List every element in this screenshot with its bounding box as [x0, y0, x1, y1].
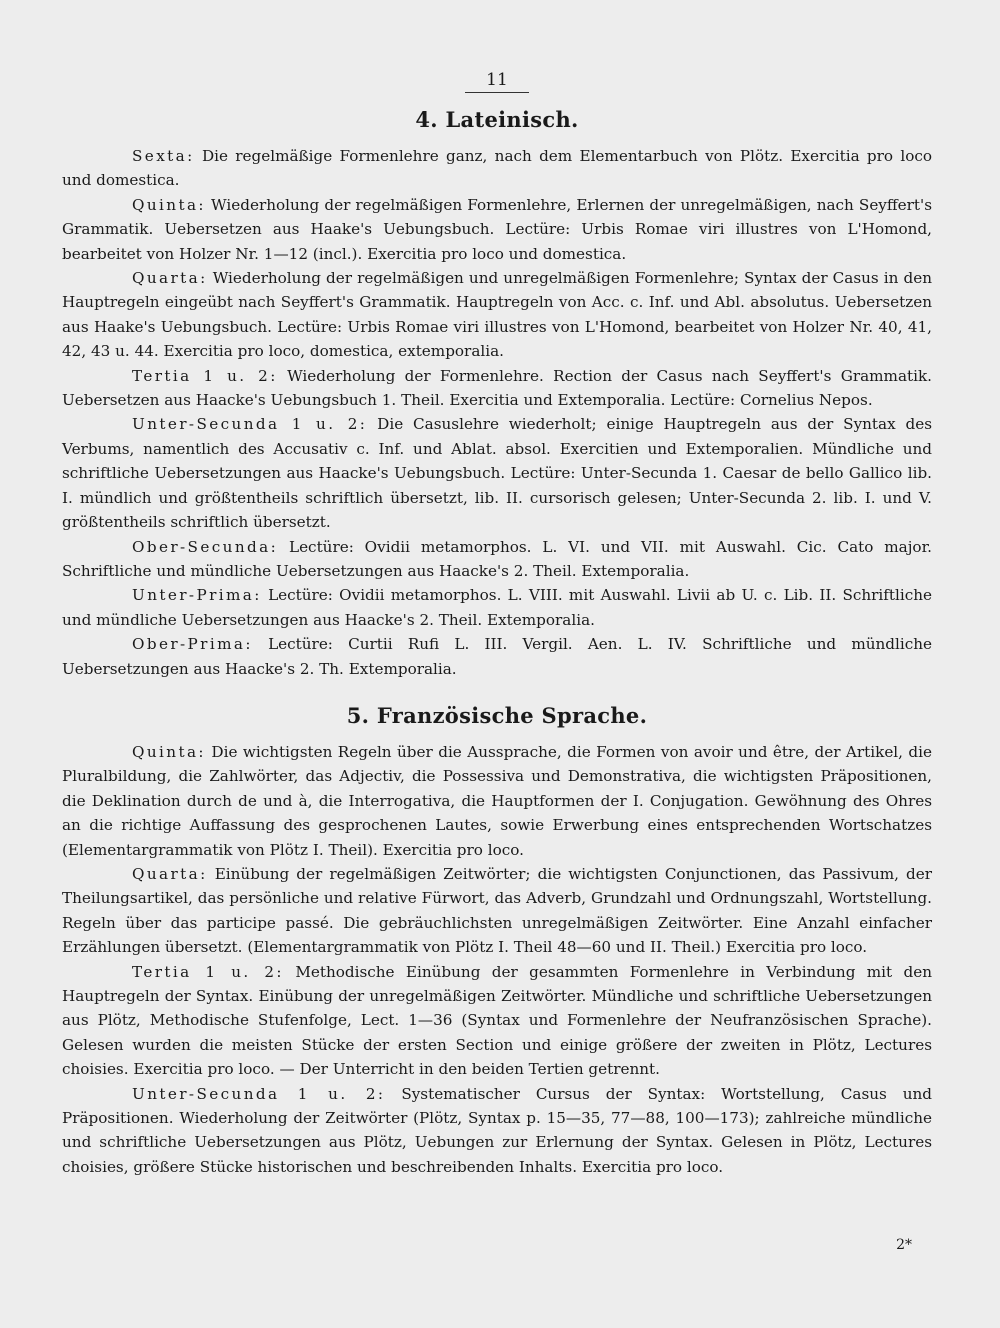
paragraph-text: Einübung der regelmäßigen Zeitwörter; die wichtigsten Conjunctionen, das Passivum, der Theilungsartikel, das persönliche und relative Fürwort, das Adverb, Grundzahl und Ordnungszahl, Wortstellung. Regeln über das participe passé. Die gebräuchlichsten unregelmäßigen Zeitwörter. Eine Anzahl einfacher Erzählungen übersetzt. (Elementargrammatik von Plötz I. Theil 48—60 und II. Theil.) Exercitia pro loco. [62, 864, 933, 957]
class-label: Quarta: [132, 269, 208, 288]
paragraph-text: Die regelmäßige Formenlehre ganz, nach dem Elementarbuch von Plötz. Exercitia pro loco und domestica. [62, 147, 932, 190]
section-heading-french: 5. Französische Sprache. [346, 702, 648, 728]
class-label: Unter-Secunda 1 u. 2: [132, 1084, 386, 1103]
section-heading-latin: 4. Lateinisch. [415, 107, 579, 132]
paragraph-text: Wiederholung der Formenlehre. Rection der Casus nach Seyffert's Grammatik. Uebersetzen aus Haacke's Uebungsbuch 1. Theil. Exercitia und Extemporalia. Lectüre: Cornelius Nepos. [62, 366, 932, 410]
page-number-rule [465, 92, 529, 93]
paragraph-french-quarta [62, 862, 932, 960]
class-label: Sexta: [132, 147, 195, 165]
class-label: Ober-Secunda: [132, 537, 279, 556]
paragraph-text: Die Casuslehre wiederholt; einige Hauptregeln aus der Syntax des Verbums, namentlich des Accusativ c. Inf. und Ablat. absol. Exercitien und Extemporalien. Mündliche und schriftliche Uebersetzungen aus Haacke's Uebungsbuch. Lectüre: Unter-Secunda 1. Caesar de bello Gallico lib. I. mündlich und größtentheils schriftlich übersetzt, lib. II. cursorisch gelesen; Unter-Secunda 2. lib. I. und V. größtentheils schriftlich übersetzt. [62, 415, 933, 532]
paragraph-latin-unter-prima [62, 583, 932, 632]
paragraph-latin-quinta [62, 193, 932, 266]
class-label: Quarta: [132, 864, 208, 883]
paragraph-french-tertia [62, 960, 932, 1082]
paragraph-latin-quarta [62, 266, 932, 364]
paragraph-latin-ober-prima [62, 632, 932, 681]
page-number: 11 [486, 70, 508, 90]
class-label: Unter-Secunda 1 u. 2: [132, 415, 368, 434]
section-latin [62, 107, 932, 681]
paragraph-text: Lectüre: Curtii Rufi L. III. Vergil. Aen. L. IV. Schriftliche und mündliche Uebersetzungen aus Haacke's 2. Th. Extemporalia. [62, 635, 933, 678]
paragraph-text: Lectüre: Ovidii metamorphos. L. VIII. mit Auswahl. Livii ab U. c. Lib. II. Schriftliche und mündliche Uebersetzungen aus Haacke's 2. Theil. Extemporalia. [62, 586, 932, 629]
paragraph-french-quinta [62, 740, 932, 862]
paragraph-text: Systematischer Cursus der Syntax: Wortstellung, Casus und Präpositionen. Wiederholung der Zeitwörter (Plötz, Syntax p. 15—35, 77—88, 100—173); zahlreiche mündliche und schriftliche Uebersetzungen aus Plötz, Uebungen zur Erlernung der Syntax. Gelesen in Plötz, Lectures choisies, größere Stücke historischen und beschreibenden Inhalts. Exercitia pro loco. [62, 1084, 932, 1176]
class-label: Tertia 1 u. 2: [132, 366, 278, 385]
class-label: Tertia 1 u. 2: [132, 962, 284, 981]
paragraph-latin-tertia [62, 364, 932, 413]
section-french [62, 703, 932, 1179]
paragraph-text: Wiederholung der regelmäßigen und unregelmäßigen Formenlehre; Syntax der Casus in den Hauptregeln eingeübt nach Seyffert's Grammatik. Hauptregeln von Acc. c. Inf. und Abl. absolutus. Uebersetzen aus Haake's Uebungsbuch. Lectüre: Urbis Romae viri illustres von L'Homond, bearbeitet von Holzer Nr. 40, 41, 42, 43 u. 44. Exercitia pro loco, domestica, extemporalia. [62, 269, 933, 361]
class-label: Ober-Prima: [132, 635, 253, 654]
paragraph-text: Lectüre: Ovidii metamorphos. L. VI. und VII. mit Auswahl. Cic. Cato major. Schriftliche und mündliche Uebersetzungen aus Haacke's 2. Theil. Extemporalia. [62, 537, 932, 580]
class-label: Unter-Prima: [132, 586, 262, 605]
paragraph-text: Die wichtigsten Regeln über die Aussprache, die Formen von avoir und être, der Artikel, die Pluralbildung, die Zahlwörter, das Adjectiv, die Possessiva und Demonstrativa, die wichtigsten Präpositionen, die Deklination durch de und à, die Interrogativa, die Hauptformen der I. Conjugation. Gewöhnung des Ohres an die richtige Auffassung des gesprochenen Lautes, sowie Erwerbung eines entsprechenden Wortschatzes (Elementargrammatik von Plötz I. Theil). Exercitia pro loco. [62, 742, 932, 859]
signature-mark: 2* [896, 1237, 912, 1253]
class-label: Quinta: [132, 195, 206, 214]
paragraph-french-unter-secunda [62, 1082, 932, 1180]
paragraph-text: Methodische Einübung der gesammten Formenlehre in Verbindung mit den Hauptregeln der Syntax. Einübung der unregelmäßigen Zeitwörter. Mündliche und schriftliche Uebersetzungen aus Plötz, Methodische Stufenfolge, Lect. 1—36 (Syntax und Formenlehre der Neufranzösischen Sprache). Gelesen wurden die meisten Stücke der ersten Section und einige größere der zweiten in Plötz, Lectures choisies. Exercitia pro loco. — Der Unterricht in den beiden Tertien getrennt. [62, 962, 932, 1079]
class-label: Quinta: [132, 742, 206, 761]
paragraph-latin-ober-secunda [62, 535, 932, 584]
paragraph-latin-sexta [62, 144, 932, 193]
paragraph-latin-unter-secunda [62, 412, 932, 534]
paragraph-text: Wiederholung der regelmäßigen Formenlehre, Erlernen der unregelmäßigen, nach Seyffert's Grammatik. Uebersetzen aus Haake's Uebungsbuch. Lectüre: Urbis Romae viri illustres von L'Homond, bearbeitet von Holzer Nr. 1—12 (incl.). Exercitia pro loco und domestica. [62, 195, 933, 263]
